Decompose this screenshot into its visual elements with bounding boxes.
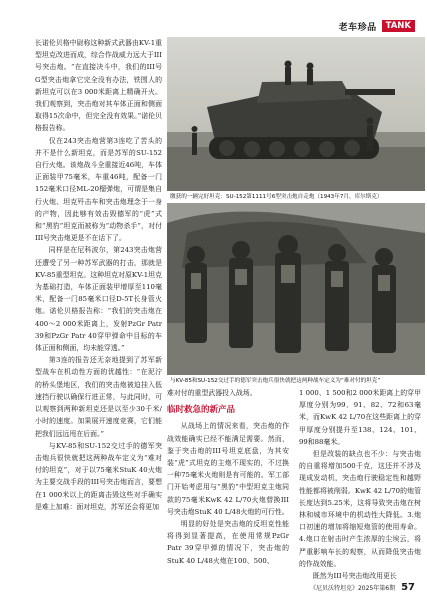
page-footer xyxy=(310,582,415,593)
page-number: 57 xyxy=(401,582,415,593)
paragraph: 从战场上的情况来看，突击炮的作战效能确实已经不能满足需要。然而，鉴于突击炮的III号坦克底盘，为其安装“虎”式坦克的主炮不现实的，不过换一种75毫米火炮则是有可能的。军工部门开始考虑用与“黑豹”中型坦克主炮同款的75毫米KwK 42 L/70火炮替换III号突击炮StuK 40 L/48火炮的可行性。 xyxy=(167,422,289,516)
paragraph: 既然为III号突击炮改用更长 xyxy=(312,572,397,581)
magazine-name: 《尼贝沃特坦克》2025年第6期 xyxy=(309,585,396,592)
paragraph: 仅在243突击炮营第3连吃了苦头的并不是什么新坦克，而是苏军的SU-152自行火炮。该炮战斗全重接近46吨，车体正面装甲75毫米，车重46吨，配备一门152毫米口径ML-20榴弹炮，可谓是集自行火炮、坦克歼击车和突击炮理念于一身的产物，因此够有效击毁德军的“虎”式和“黑豹”坦克而被称为“动物杀手”，对付III号突击炮更是不在话下了。 xyxy=(35,136,162,243)
paragraph: 长诺伦贝格中尉称这种新式武器由KV-1重型坦克改进而成，综合作战威力远大于III号突击炮。“在直接决斗中，我们的III号G型突击炮拿它完全没有办法，铁围人的新坦克可以在3 000米距离上精确开火。我们观察到，突击炮对其车体正面和侧面取得15次命中，但完全没有效果。”诺伦贝格报告称。 xyxy=(35,39,162,133)
page-header xyxy=(339,19,415,33)
paragraph: 与KV-85和SU-152交过手的德军突击炮兵很快就把这两种战车定义为“难对付的坦克”，对于以75毫米StuK 40火炮为主要交战手段的III号突击炮而言，要想在1 000米以上的距离击毁这些对手确实是难上加难：面对坦克，苏军还会将更加 xyxy=(35,441,162,511)
photo-su152 xyxy=(167,37,425,191)
section-tag: TANK xyxy=(382,20,415,32)
paragraph: 同样是在尼科波尔，第243突击炮营还遭受了另一种苏军武器的打击，那就是KV-85重型坦克。这种坦克对原KV-1坦克为基础打造，车体正面装甲增厚至110毫米，配备一门85毫米口径D-5T长身管火炮。诺伦贝格报告称：“我们的突击炮在400～2 000米距离上，发射PzGr Patr 39和PzGr Patr 40穿甲弹命中目标的车体正面和侧面，均未能穿透。” xyxy=(35,246,162,353)
paragraph: 难对付的重型武器投入战场。 xyxy=(167,389,257,397)
photo-soldiers xyxy=(167,203,425,375)
paragraph: 第3连的报告还无奈地提到了苏军新型战车在机动性方面的优越性：“在泥泞的桥头堡地区，我们的突击炮被迫挂入低速挡行驶以确保行进正常，与此同时，可以观察到两种新坦克还是以至少30千米/小时的速度。加果展开速度竞赛，它们能把我们远远甩在后面。” xyxy=(35,356,162,438)
photo-caption-2: 与KV-85和SU-152交过手的德军突击炮兵很快就把这两种战车定义为“难对付的坦克” xyxy=(170,378,381,384)
section-subheading: 临时救急的新产品 xyxy=(167,405,236,416)
paragraph: 1 000、1 500和2 000米距离上的穿甲厚度分别为99、91、82、72和63毫米，而KwK 42 L/70在这些距离上的穿甲厚度分别提升至138、124、101、99和88毫米。 xyxy=(299,389,421,446)
text-column-1 xyxy=(35,37,162,592)
photo-caption-1: 缴获的一辆完好坦克：SU-152第1111号6型突击炮自走炮（1943年7月，库尔斯克） xyxy=(170,194,383,200)
paragraph: 明显的好处是突击炮的反坦克性能将得到显著提高，在使用常规PzGr Patr 39穿甲弹的情况下，突击炮的StuK 40 L/48火炮在100、500、 xyxy=(167,520,289,565)
text-column-2 xyxy=(167,387,289,567)
text-column-3 xyxy=(299,387,421,582)
section-title: 老车珍品 xyxy=(338,22,377,33)
paragraph: 但是改装的缺点也不少：与突击炮的自重将增加500千克，这还并不涉及现成发动机，突击炮行驶稳定性和越野性能都将被削弱。KwK 42 L/70的炮管长度达到5.25米，这将导致突击炮在树林和城市环境中的机动性大降低。3.炮口初速的增加将缩短炮管的使用寿命。4.炮口在射击时产生浓厚的尘埃云，将严重影响车长的观察，从而降低突击炮的作战效能。 xyxy=(299,450,421,568)
